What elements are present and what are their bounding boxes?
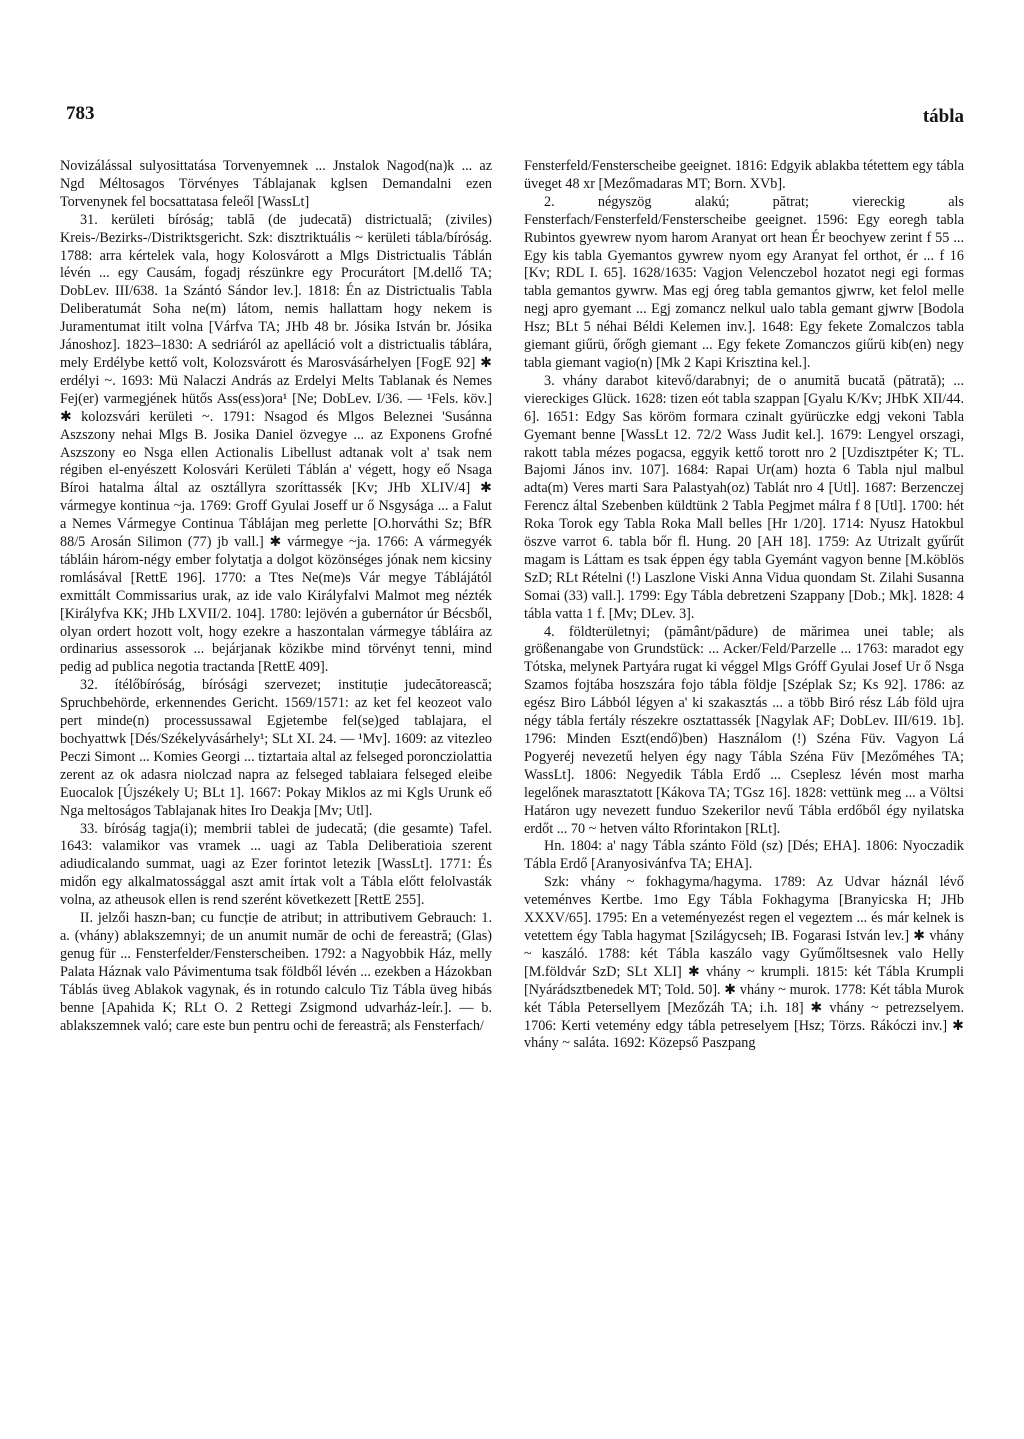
entry-paragraph: 32. ítélőbíróság, bírósági szervezet; instituție judecătorească; Spruchbehörde, erkennendes Gericht. 1569/1571: az ket fel keozeot valo pert minde(n) processussawal Egjetembe fel(se)ged tablajara, el bochyattwk [Dés/Székelyvásárhely¹; SLt XI. 24. — ¹Mv]. 1609: az vitezleo Peczi Simont ... Komies Georgi ... tiztartaia altal az felseged poroncziolattia zerent az ok adasra niolczad napra az felseged tablaiara felseged eleibe Euocalok [Újszékely U; BLt 1]. 1667: Pokay Miklos az mi Kgls Urunk eő Nga meltoságos Tablajanak hites Iro Deakja [Mv; Utl].: [60, 677, 492, 819]
entry-paragraph: 3. vhány darabot kitevő/darabnyi; de o anumită bucată (pătrată); ... viereckiges Glück. 1628: tizen eót tabla szappan [Gyalu K/Kv; JHbK XII/44. 6]. 1651: Edgy Sas köröm formara czinalt gyürüczke edgj vekoni Tabla Gyemant benne [WassLt 12. 72/2 Wass Judit kel.]. 1679: Lengyel orszagi, rakott tabla mézes pogacsa, eggyik kettő torott nro 2 [Uzdisztpéter K; TL. Bajomi János inv. 107]. 1684: Rapai Ur(am) hozta 6 Tabla njul malbul adta(m) Veres marti Sara Palastyah(oz) Tablát nro 4 [Utl]. 1687: Berzenczej Ferencz által Szebenben küldtünk 2 Tabla Pegjmet málra f 8 [Utl]. 1700: hét Roka Torok egy Tabla Roka Mall belles [Hr 1/20]. 1714: Nyusz Hatokbul öszve varrot 6. tabla bőr fl. Hung. 20 [AH 18]. 1759: Az Utrizalt gyűrűt magam is Láttam es tsak éppen égy tabla Gyemánt vagyon benne [M.köblös SzD; RLt Rételni (!) Laszlone Viski Anna Vidua quondam St. Zilahi Susanna Somai (33) vall.]. 1799: Egy Tábla debretzeni Szappany [Dob.; Mk]. 1828: 4 tábla vatta 1 f. [Mv; DLev. 3].: [524, 372, 964, 622]
entry-paragraph: 31. kerületi bíróság; tablă (de judecată) districtuală; (ziviles) Kreis-/Bezirks-/Distriktsgericht. Szk: disztriktuális ~ kerületi tábla/bíróság. 1788: arra kértelek vala, hogy Kolosvárott a Mlgs Districtualis Táblán lévén ... egy Causám, fogadj részünkre egy Procurátort [M.dellő TA; DobLev. III/638. 1a Szántó Sándor lev.]. 1818: Én az Districtualis Tabla Deliberatumát Soha ne(m) látom, nemis hallattam hogy nekem is Juramentumat itilt volna [Várfva TA; JHb 48 br. Jósika István br. Jósika Jánoshoz]. 1823–1830: A sedriáról az apelláció volt a districtualis táblára, mely Erdélybe kettő volt, Kolozsvárott és Marosvásárhelyen [FogE 92] ✱ erdélyi ~. 1693: Mü Nalaczi András az Erdelyi Melts Tablanak és Nemes Fej(er) varmegjének hütős Ass(ess)ora¹ [Ne; DobLev. I/36. — ¹Fels. köv.] ✱ kolozsvári kerületi ~. 1791: Nsagod és Mlgos Beleznei 'Susánna Aszszony nehai Mlgs B. Josika Daniel özvegye ... az Exponens Grofné Aszszony eo Nsga ellen Actionalis Libellust adtanak volt a' tsak nem régiben el-enyészett Kolosvári Kerületi Táblán a' végett, hogy eő Nsaga Bíroi hatalma által az osztállyra szoríttassék [Kv; JHb XLIV/4] ✱ vármegye kontinua ~ja. 1769: Groff Gyulai Joseff ur ő Nsgysága ... a Falut a Nemes Vármegye Continua Táblájan meg perlette [O.horváthi Sz; BfR 88/5 Arosán Silimon (77) jb vall.] ✱ vármegye ~ja. 1766: A vármegyék tábláin három-négy ember folytatja a dolgot közönséges jónak nem kicsiny romlásával [RettE 196]. 1770: a Ttes Ne(me)s Vár megye Táblájától exmittált Commissarius urak, az ide valo Királyfalvi Malmot meg nézték [Királyfva KK; JHb LXVII/2. 104]. 1780: lejövén a gubernátor úr Bécsből, olyan ordert hozott volt, hogy ezekre a haszontalan vármegye tábláira az ordinarius assessorok ... bejárjanak közikbe mind törvényt tenni, mind pedig ad publica negotia tractanda [RettE 409].: [60, 211, 492, 676]
entry-paragraph: Fensterfeld/Fensterscheibe geeignet. 1816: Edgyik ablakba tétettem egy tábla üveget 48 xr [Mezőmadaras MT; Born. XVb].: [524, 158, 964, 192]
entry-paragraph: 2. négyszög alakú; pătrat; viereckig als Fensterfach/Fensterfeld/Fensterscheibe geeignet. 1596: Egy eoregh tabla Rubintos gyewrew nyom harom Aranyat ort hean Ér beochyew zerint f 55 ... Egy kis tabla Gyemantos gywrew nyom egy Aranyat fel orthot, ér ... f 16 [Kv; RDL I. 65]. 1628/1635: Vagjon Velenczebol hozatot negi egi formas tabla gemantos gywrw. Mas egj óreg tabla gemantos gjwrw, ket felol melle negj apro gyemant ... Egj zomancz nelkul ualo tabla gemant gjwrw [Bodola Hsz; BLt 5 néhai Béldi Kelemen inv.]. 1648: Egy fekete Zomalczos tabla giemant giűrü, őrőgh giemant ... Egy fekete Zomanczos giűrü kib(en) negy tabla giemant vagio(n) [Mk 2 Kapi Krisztina kel.].: [524, 193, 964, 371]
right-column: [524, 158, 964, 1053]
left-column: [60, 158, 492, 1035]
entry-paragraph: Novizálással sulyosittatása Torvenyemnek ... Jnstalok Nagod(na)k ... az Ngd Méltosagos Törvényes Táblajanak kglsen Demandalni ezen Torvenynek fel bocsattatasa feleől [WassLt]: [60, 158, 492, 210]
page-number: 783: [66, 103, 95, 124]
entry-paragraph: 33. bíróság tagja(i); membrii tablei de judecată; (die gesamte) Tafel. 1643: valamikor vas vramek ... uagi az Tabla Deliberatioia szerent adiudicalando summat, uagi az Ezer forintot letezik [WassLt]. 1771: És midőn egy alkalmatossággal aszt amit írtak volt a Tábla előtt felolvasták volna, az atheusok ellen is rend szerént következett [RettE 255].: [60, 820, 492, 909]
entry-paragraph: II. jelzői haszn-ban; cu funcție de atribut; in attributivem Gebrauch: 1. a. (vhány) ablakszemnyi; de un anumit număr de ochi de fereastră; (Glas) genug für ... Fensterfelder/Fensterscheiben. 1792: a Nagyobbik Ház, melly Palata Háznak valo Pávimentuma tsak földből lévén ... ezekben a Házokban Táblás üveg Ablakok vagynak, és in rotundo calculo Tiz Tábla üveg hibás benne [Apahida K; RLt O. 2 Rettegi Zsigmond udvarház-leír.]. — b. ablakszemnek való; care este bun pentru ochi de fereastră; als Fensterfach/: [60, 910, 492, 1034]
headword: tábla: [922, 106, 964, 127]
entry-paragraph: Hn. 1804: a' nagy Tábla szánto Föld (sz) [Dés; EHA]. 1806: Nyoczadik Tábla Erdő [Aranyosivánfva TA; EHA].: [524, 838, 964, 873]
entry-paragraph: 4. földterületnyi; (pământ/pădure) de mărimea unei table; als größenangabe von Grundstück: ... Acker/Feld/Parzelle ... 1763: maradot egy Tótska, melynek Partyára rugat ki véggel Mlgs Gróff Gyulai Josef Ur ő Nsga Szamos fojtába hoszszára fojo tábla földje [Széplak Sz; Ks 92]. 1786: az egész Biro Lábból légyen a' ki szakasztás ... a több Biró rész Láb föld ujra négy tábla fertály részekre osztattassék [Nagylak AF; DobLev. III/619. 1b]. 1796: Minden Eszt(endő)ben) Használom (!) Széna Füv. Vagyon Lá Pogyeréj nevezetű helyen égy nagy Tábla Széna Füv [Mezőméhes TA; WassLt]. 1806: Negyedik Tábla Erdő ... Cseplesz lévén most marha legelőnek marasztatott [Kákova TA; TGsz 16]. 1828: vettünk meg ... a Völtsi Határon ugy nevezett funduo Szekerilor nevű Tábla erdőből égy nyilatska erdőt ... 70 ~ hetven válto Rforintakon [RLt].: [524, 623, 964, 837]
entry-paragraph: Szk: vhány ~ fokhagyma/hagyma. 1789: Az Udvar háznál lévő veteménves Kertbe. 1mo Egy Tábla Fokhagyma [Branyicska H; JHb XXXV/65]. 1795: En a veteményezést regen el vegeztem ... és már kelnek is vetettem égy Tabla hagymat [Szilágycseh; IB. Fogarasi István lev.] ✱ vhány ~ kaszáló. 1788: két Tábla kaszálo vagy Gyűmőltsesnek valo Helly [M.földvár SzD; SLt XLI] ✱ vhány ~ krumpli. 1815: két Tábla Krumpli [Nyárádsztbenedek MT; Told. 50]. ✱ vhány ~ murok. 1778: Két tábla Murok két Tábla Petersellyem [Mezőzáh TA; i.h. 18] ✱ vhány ~ petrezselyem. 1706: Kerti vetemény edgy tábla petreselyem [Hsz; Törzs. Rákóczi inv.] ✱ vhány ~ saláta. 1692: Közepső Paszpang: [524, 874, 964, 1052]
